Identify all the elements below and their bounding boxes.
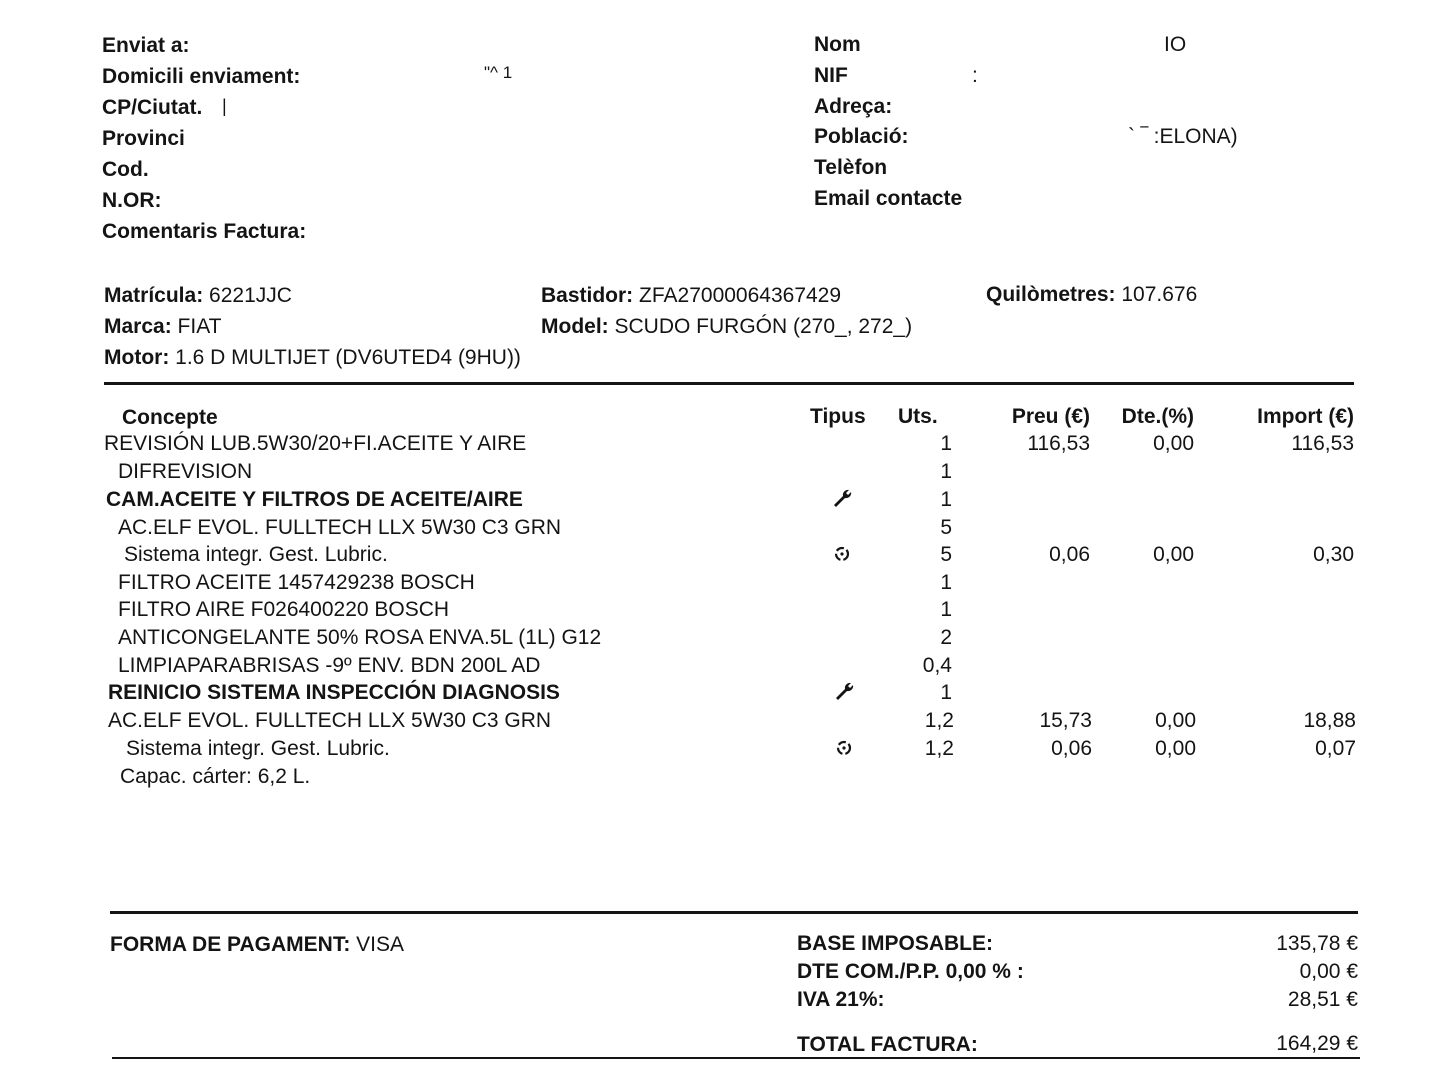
row-uts: 5 [940,543,952,566]
domicili-label: Domicili enviament: [102,65,301,88]
model-label: Model: [541,315,609,338]
motor-field [104,345,521,371]
marca-value: FIAT [177,315,222,338]
col-header-concepte: Concepte [122,406,218,429]
domicili-value: "^ 1 [484,63,513,82]
divider-top [104,382,1354,385]
row-dte: 0,00 [1155,709,1196,732]
total-label: TOTAL FACTURA: [797,1033,978,1056]
cp-label: CP/Ciutat. [102,96,203,119]
motor-label: Motor: [104,346,170,369]
row-concept: REINICIO SISTEMA INSPECCIÓN DIAGNOSIS [108,681,560,704]
row-uts: 1 [940,432,952,455]
nor-label: N.OR: [102,189,162,212]
wrench-icon [832,680,856,704]
cod-label: Cod. [102,158,149,181]
nom-label: Nom [814,33,861,56]
row-import: 116,53 [1291,432,1354,455]
model-field [541,314,912,340]
row-uts: 1,2 [924,709,954,732]
recycle-icon [830,542,854,566]
row-concept: FILTRO ACEITE 1457429238 BOSCH [118,571,475,594]
nif-value: : [972,64,978,87]
iva-value: 28,51 € [1287,988,1358,1011]
bastidor-value: ZFA27000064367429 [639,284,842,307]
row-dte: 0,00 [1155,737,1196,760]
row-concept: REVISIÓN LUB.5W30/20+FI.ACEITE Y AIRE [104,432,527,455]
provinci-label: Provinci [102,127,185,150]
recycle-icon [832,736,856,760]
bastidor-field [541,283,841,309]
motor-value: 1.6 D MULTIJET (DV6UTED4 (9HU)) [175,346,521,369]
row-concept: Sistema integr. Gest. Lubric. [124,543,388,566]
row-concept: AC.ELF EVOL. FULLTECH LLX 5W30 C3 GRN [118,516,562,539]
row-uts: 1,2 [924,737,954,760]
base-value: 135,78 € [1276,932,1358,955]
marca-label: Marca: [104,315,172,338]
row-import: 0,07 [1315,737,1356,760]
row-uts: 0,4 [922,654,952,677]
col-header-dte: Dte.(%) [1121,405,1194,428]
wrench-icon [830,487,854,511]
dte-value: 0,00 € [1299,960,1358,983]
row-import: 18,88 [1303,709,1356,732]
row-dte: 0,00 [1153,432,1194,455]
row-concept: DIFREVISION [118,460,253,483]
row-dte: 0,00 [1153,543,1194,566]
divider-bottom [110,911,1358,914]
matricula-value: 6221JJC [209,284,292,307]
km-value: 107.676 [1121,283,1198,306]
matricula-field [104,283,292,309]
col-header-uts: Uts. [898,405,938,428]
matricula-label: Matrícula: [104,284,204,307]
cp-value: | [222,96,227,116]
marca-field [104,314,222,340]
nom-value: IO [1164,33,1187,56]
row-preu: 15,73 [1039,709,1092,732]
km-field [986,282,1197,308]
col-header-import: Import (€) [1257,405,1354,428]
dte-label: DTE COM./P.P. 0,00 % : [797,960,1024,983]
iva-label: IVA 21%: [797,988,885,1011]
base-label: BASE IMPOSABLE: [797,932,994,955]
row-uts: 1 [940,488,952,511]
row-uts: 2 [940,626,952,649]
comentaris-label: Comentaris Factura: [102,220,307,243]
row-uts: 1 [940,460,952,483]
row-uts: 5 [940,516,952,539]
model-value: SCUDO FURGÓN (270_, 272_) [614,315,913,338]
payment-field [110,932,404,958]
poblacio-value: ` ‾ :ELONA) [1128,125,1238,148]
row-concept: Capac. cárter: 6,2 L. [120,765,311,788]
row-concept: ANTICONGELANTE 50% ROSA ENVA.5L (1L) G12 [118,626,602,649]
total-value: 164,29 € [1276,1032,1358,1055]
row-concept: LIMPIAPARABRISAS -9º ENV. BDN 200L AD [118,654,541,677]
poblacio-label: Població: [814,125,909,148]
bastidor-label: Bastidor: [541,284,634,307]
row-concept: AC.ELF EVOL. FULLTECH LLX 5W30 C3 GRN [108,709,552,732]
nif-label: NIF [814,64,848,87]
payment-label: FORMA DE PAGAMENT: [110,933,351,956]
row-import: 0,30 [1313,543,1354,566]
row-preu: 0,06 [1049,543,1090,566]
telefon-label: Telèfon [814,156,888,179]
col-header-preu: Preu (€) [1011,405,1090,428]
payment-value: VISA [356,933,405,956]
row-uts: 1 [940,681,952,704]
adreca-label: Adreça: [814,95,893,118]
row-uts: 1 [940,571,952,594]
row-uts: 1 [940,598,952,621]
row-concept: Sistema integr. Gest. Lubric. [126,737,390,760]
enviat-label: Enviat a: [102,34,190,57]
row-preu: 116,53 [1027,432,1090,455]
divider-footer [112,1057,1360,1059]
row-concept: CAM.ACEITE Y FILTROS DE ACEITE/AIRE [106,488,523,511]
km-label: Quilòmetres: [986,283,1116,306]
email-label: Email contacte [814,187,963,210]
row-preu: 0,06 [1051,737,1092,760]
row-concept: FILTRO AIRE F026400220 BOSCH [118,598,450,621]
col-header-tipus: Tipus [810,405,866,428]
